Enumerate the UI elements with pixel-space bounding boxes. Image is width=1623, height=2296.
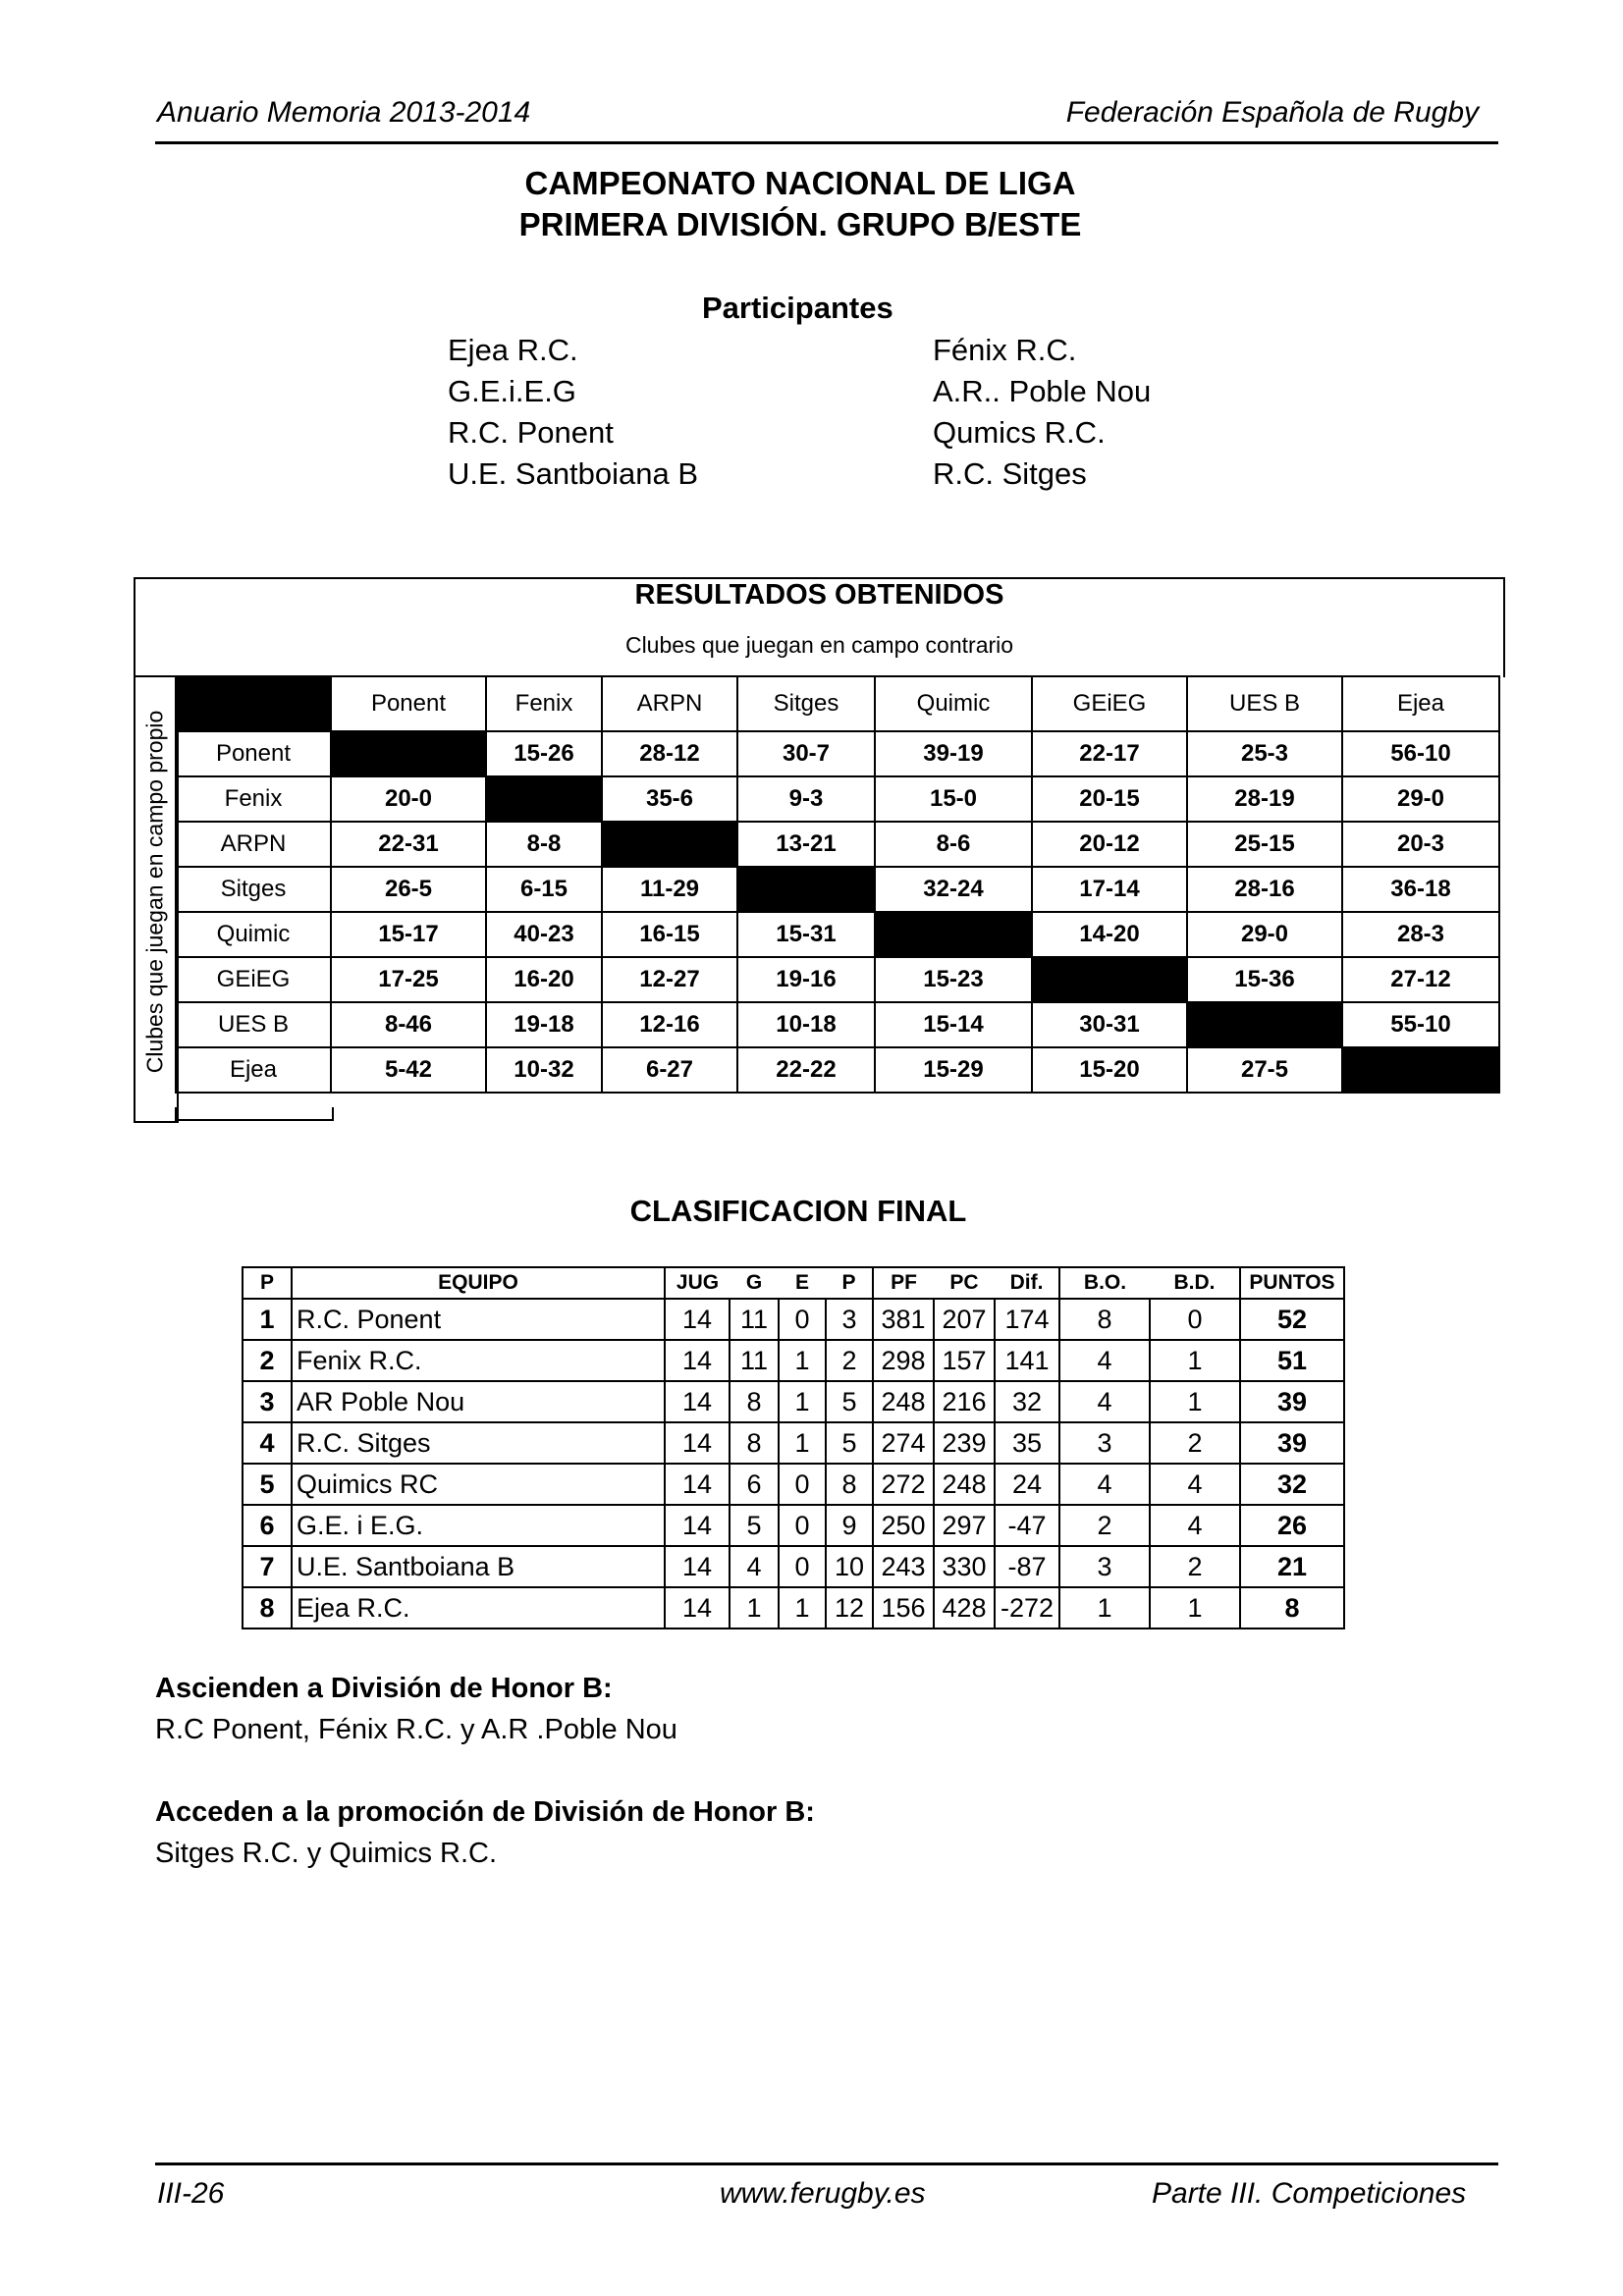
- matrix-score: 39-19: [875, 731, 1032, 776]
- matrix-diagonal-cell: [1032, 957, 1187, 1002]
- table-row: [243, 1587, 1344, 1629]
- matrix-score: 28-16: [1187, 867, 1342, 912]
- matrix-score: 15-17: [331, 912, 486, 957]
- participants-right-list: [933, 330, 1151, 495]
- matrix-score: 27-5: [1187, 1047, 1342, 1093]
- cell-points-for: 298: [873, 1340, 934, 1381]
- cell-won: 8: [730, 1422, 779, 1464]
- matrix-diagonal-cell: [737, 867, 875, 912]
- cell-played: 14: [665, 1340, 730, 1381]
- matrix-footer-cell: [175, 1107, 334, 1121]
- page-footer: [155, 2163, 1498, 2224]
- cell-points: 8: [1240, 1587, 1344, 1629]
- matrix-score: 15-26: [486, 731, 602, 776]
- cell-team: Quimics RC: [292, 1464, 665, 1505]
- matrix-score: 19-18: [486, 1002, 602, 1047]
- matrix-row: [176, 776, 1499, 822]
- matrix-score: 16-20: [486, 957, 602, 1002]
- cell-defensive-bonus: 2: [1150, 1422, 1240, 1464]
- matrix-row-header: UES B: [176, 1002, 331, 1047]
- cell-points-against: 297: [934, 1505, 995, 1546]
- col-header-team: EQUIPO: [292, 1267, 665, 1299]
- matrix-score: 17-14: [1032, 867, 1187, 912]
- cell-offensive-bonus: 1: [1059, 1587, 1150, 1629]
- matrix-row: [176, 957, 1499, 1002]
- cell-won: 11: [730, 1299, 779, 1340]
- cell-position: 6: [243, 1505, 292, 1546]
- cell-points-for: 274: [873, 1422, 934, 1464]
- cell-defensive-bonus: 2: [1150, 1546, 1240, 1587]
- cell-points-for: 243: [873, 1546, 934, 1587]
- matrix-diagonal-cell: [1187, 1002, 1342, 1047]
- cell-team: AR Poble Nou: [292, 1381, 665, 1422]
- cell-difference: 32: [995, 1381, 1059, 1422]
- page-number: III-26: [157, 2177, 225, 2210]
- footer-section: Parte III. Competiciones: [1152, 2177, 1467, 2210]
- page-title-line1: CAMPEONATO NACIONAL DE LIGA: [524, 165, 1076, 201]
- cell-played: 14: [665, 1381, 730, 1422]
- matrix-score: 16-15: [602, 912, 737, 957]
- cell-drawn: 0: [779, 1505, 826, 1546]
- classification-title: CLASIFICACION FINAL: [629, 1194, 967, 1228]
- matrix-score: 15-36: [1187, 957, 1342, 1002]
- matrix-row: [176, 731, 1499, 776]
- header-federation-name: Federación Española de Rugby: [1065, 96, 1479, 129]
- cell-played: 14: [665, 1587, 730, 1629]
- cell-won: 6: [730, 1464, 779, 1505]
- col-header-lost: P: [826, 1267, 873, 1299]
- page-header: [155, 96, 1498, 144]
- matrix-score: 56-10: [1342, 731, 1499, 776]
- cell-difference: 174: [995, 1299, 1059, 1340]
- matrix-score: 20-12: [1032, 822, 1187, 867]
- cell-points-against: 216: [934, 1381, 995, 1422]
- matrix-score: 15-23: [875, 957, 1032, 1002]
- footer-website: www.ferugby.es: [720, 2177, 926, 2210]
- cell-position: 4: [243, 1422, 292, 1464]
- matrix-score: 55-10: [1342, 1002, 1499, 1047]
- matrix-score: 10-32: [486, 1047, 602, 1093]
- matrix-score: 32-24: [875, 867, 1032, 912]
- cell-lost: 5: [826, 1422, 873, 1464]
- matrix-diagonal-cell: [486, 776, 602, 822]
- cell-difference: -47: [995, 1505, 1059, 1546]
- table-row: [243, 1381, 1344, 1422]
- matrix-score: 36-18: [1342, 867, 1499, 912]
- matrix-score: 13-21: [737, 822, 875, 867]
- cell-drawn: 0: [779, 1464, 826, 1505]
- cell-drawn: 0: [779, 1546, 826, 1587]
- participant: Ejea R.C.: [448, 333, 578, 367]
- matrix-score: 28-3: [1342, 912, 1499, 957]
- matrix-diagonal-cell: [602, 822, 737, 867]
- cell-difference: -87: [995, 1546, 1059, 1587]
- matrix-score: 14-20: [1032, 912, 1187, 957]
- col-header-offensive-bonus: B.O.: [1059, 1267, 1150, 1299]
- matrix-score: 11-29: [602, 867, 737, 912]
- cell-points: 51: [1240, 1340, 1344, 1381]
- matrix-score: 28-12: [602, 731, 737, 776]
- matrix-score: 20-15: [1032, 776, 1187, 822]
- matrix-score: 15-0: [875, 776, 1032, 822]
- matrix-diagonal-cell: [875, 912, 1032, 957]
- matrix-score: 17-25: [331, 957, 486, 1002]
- cell-points-against: 330: [934, 1546, 995, 1587]
- cell-offensive-bonus: 2: [1059, 1505, 1150, 1546]
- matrix-score: 22-17: [1032, 731, 1187, 776]
- results-header-box: [134, 577, 1505, 677]
- cell-points-against: 207: [934, 1299, 995, 1340]
- matrix-score: 15-14: [875, 1002, 1032, 1047]
- matrix-row-header: ARPN: [176, 822, 331, 867]
- classification-header-row: [243, 1267, 1344, 1299]
- matrix-score: 40-23: [486, 912, 602, 957]
- promoted-teams: R.C Ponent, Fénix R.C. y A.R .Poble Nou: [155, 1714, 677, 1745]
- participant: U.E. Santboiana B: [448, 456, 699, 491]
- matrix-score: 30-31: [1032, 1002, 1187, 1047]
- matrix-row-header: Fenix: [176, 776, 331, 822]
- matrix-score: 20-0: [331, 776, 486, 822]
- matrix-score: 12-16: [602, 1002, 737, 1047]
- cell-position: 3: [243, 1381, 292, 1422]
- results-matrix: [175, 675, 1500, 1094]
- cell-points: 21: [1240, 1546, 1344, 1587]
- cell-lost: 2: [826, 1340, 873, 1381]
- matrix-score: 15-31: [737, 912, 875, 957]
- matrix-row-header: Sitges: [176, 867, 331, 912]
- matrix-col-header: Ponent: [331, 676, 486, 731]
- matrix-score: 29-0: [1342, 776, 1499, 822]
- cell-drawn: 1: [779, 1587, 826, 1629]
- participant: Qumics R.C.: [933, 415, 1106, 450]
- matrix-score: 15-29: [875, 1047, 1032, 1093]
- matrix-row: [176, 822, 1499, 867]
- cell-drawn: 1: [779, 1340, 826, 1381]
- matrix-score: 29-0: [1187, 912, 1342, 957]
- col-header-won: G: [730, 1267, 779, 1299]
- table-row: [243, 1546, 1344, 1587]
- cell-team: G.E. i E.G.: [292, 1505, 665, 1546]
- matrix-score: 22-22: [737, 1047, 875, 1093]
- cell-lost: 9: [826, 1505, 873, 1546]
- cell-team: Ejea R.C.: [292, 1587, 665, 1629]
- cell-offensive-bonus: 4: [1059, 1464, 1150, 1505]
- cell-team: R.C. Ponent: [292, 1299, 665, 1340]
- matrix-score: 27-12: [1342, 957, 1499, 1002]
- matrix-score: 12-27: [602, 957, 737, 1002]
- matrix-score: 8-46: [331, 1002, 486, 1047]
- matrix-score: 28-19: [1187, 776, 1342, 822]
- participant: A.R.. Poble Nou: [933, 374, 1152, 408]
- matrix-score: 30-7: [737, 731, 875, 776]
- cell-played: 14: [665, 1464, 730, 1505]
- cell-defensive-bonus: 1: [1150, 1381, 1240, 1422]
- col-header-points-for: PF: [873, 1267, 934, 1299]
- cell-lost: 5: [826, 1381, 873, 1422]
- results-title: RESULTADOS OBTENIDOS: [634, 579, 1004, 611]
- promoted-section: [155, 1673, 677, 1755]
- cell-played: 14: [665, 1422, 730, 1464]
- matrix-score: 6-27: [602, 1047, 737, 1093]
- cell-points-against: 239: [934, 1422, 995, 1464]
- table-row: [243, 1464, 1344, 1505]
- matrix-col-header: Sitges: [737, 676, 875, 731]
- table-row: [243, 1422, 1344, 1464]
- cell-position: 8: [243, 1587, 292, 1629]
- cell-points: 39: [1240, 1422, 1344, 1464]
- cell-points-for: 250: [873, 1505, 934, 1546]
- cell-points: 39: [1240, 1381, 1344, 1422]
- cell-position: 7: [243, 1546, 292, 1587]
- playoff-teams: Sitges R.C. y Quimics R.C.: [155, 1838, 498, 1869]
- col-header-played: JUG: [665, 1267, 730, 1299]
- cell-points-for: 156: [873, 1587, 934, 1629]
- cell-defensive-bonus: 0: [1150, 1299, 1240, 1340]
- col-header-defensive-bonus: B.D.: [1150, 1267, 1240, 1299]
- cell-won: 1: [730, 1587, 779, 1629]
- cell-difference: -272: [995, 1587, 1059, 1629]
- matrix-row-header: Ponent: [176, 731, 331, 776]
- page-title-line2: PRIMERA DIVISIÓN. GRUPO B/ESTE: [518, 206, 1082, 242]
- cell-points-against: 157: [934, 1340, 995, 1381]
- cell-won: 5: [730, 1505, 779, 1546]
- cell-offensive-bonus: 3: [1059, 1422, 1150, 1464]
- cell-drawn: 1: [779, 1422, 826, 1464]
- matrix-col-header: Ejea: [1342, 676, 1499, 731]
- matrix-corner-cell: [176, 676, 331, 731]
- matrix-col-header: Fenix: [486, 676, 602, 731]
- col-header-points: PUNTOS: [1240, 1267, 1344, 1299]
- col-header-difference: Dif.: [995, 1267, 1059, 1299]
- playoff-section: [155, 1796, 815, 1879]
- cell-drawn: 0: [779, 1299, 826, 1340]
- cell-position: 2: [243, 1340, 292, 1381]
- promoted-heading: Ascienden a División de Honor B:: [155, 1673, 613, 1704]
- playoff-heading: Acceden a la promoción de División de Honor B:: [155, 1796, 815, 1828]
- cell-team: R.C. Sitges: [292, 1422, 665, 1464]
- cell-defensive-bonus: 4: [1150, 1464, 1240, 1505]
- matrix-row-header: Quimic: [176, 912, 331, 957]
- col-header-drawn: E: [779, 1267, 826, 1299]
- cell-defensive-bonus: 1: [1150, 1340, 1240, 1381]
- table-row: [243, 1299, 1344, 1340]
- matrix-col-header: GEiEG: [1032, 676, 1187, 731]
- matrix-col-header: Quimic: [875, 676, 1032, 731]
- participant: Fénix R.C.: [933, 333, 1077, 367]
- cell-won: 4: [730, 1546, 779, 1587]
- cell-points-for: 248: [873, 1381, 934, 1422]
- cell-offensive-bonus: 4: [1059, 1381, 1150, 1422]
- classification-table: [242, 1266, 1345, 1629]
- matrix-score: 15-20: [1032, 1047, 1187, 1093]
- cell-points-for: 272: [873, 1464, 934, 1505]
- results-side-label: Clubes que juegan en campo propio: [141, 710, 168, 1074]
- cell-won: 11: [730, 1340, 779, 1381]
- matrix-diagonal-cell: [1342, 1047, 1499, 1093]
- matrix-row: [176, 1002, 1499, 1047]
- cell-lost: 8: [826, 1464, 873, 1505]
- cell-points: 26: [1240, 1505, 1344, 1546]
- matrix-score: 8-6: [875, 822, 1032, 867]
- table-row: [243, 1505, 1344, 1546]
- matrix-score: 25-15: [1187, 822, 1342, 867]
- matrix-score: 25-3: [1187, 731, 1342, 776]
- col-header-position: P: [243, 1267, 292, 1299]
- matrix-score: 35-6: [602, 776, 737, 822]
- matrix-score: 22-31: [331, 822, 486, 867]
- matrix-score: 8-8: [486, 822, 602, 867]
- cell-played: 14: [665, 1299, 730, 1340]
- matrix-score: 20-3: [1342, 822, 1499, 867]
- matrix-score: 26-5: [331, 867, 486, 912]
- cell-offensive-bonus: 4: [1059, 1340, 1150, 1381]
- cell-difference: 24: [995, 1464, 1059, 1505]
- cell-lost: 3: [826, 1299, 873, 1340]
- matrix-col-header: ARPN: [602, 676, 737, 731]
- matrix-score: 6-15: [486, 867, 602, 912]
- cell-defensive-bonus: 4: [1150, 1505, 1240, 1546]
- cell-drawn: 1: [779, 1381, 826, 1422]
- cell-points-for: 381: [873, 1299, 934, 1340]
- cell-played: 14: [665, 1546, 730, 1587]
- cell-offensive-bonus: 8: [1059, 1299, 1150, 1340]
- cell-lost: 10: [826, 1546, 873, 1587]
- header-yearbook-title: Anuario Memoria 2013-2014: [157, 96, 531, 129]
- matrix-score: 10-18: [737, 1002, 875, 1047]
- matrix-score: 9-3: [737, 776, 875, 822]
- cell-lost: 12: [826, 1587, 873, 1629]
- matrix-row: [176, 867, 1499, 912]
- matrix-row: [176, 912, 1499, 957]
- participants-left-list: [448, 330, 698, 495]
- participant: R.C. Sitges: [933, 456, 1087, 491]
- results-subtitle: Clubes que juegan en campo contrario: [624, 632, 1014, 658]
- cell-team: Fenix R.C.: [292, 1340, 665, 1381]
- cell-defensive-bonus: 1: [1150, 1587, 1240, 1629]
- matrix-row-header: GEiEG: [176, 957, 331, 1002]
- matrix-row-header: Ejea: [176, 1047, 331, 1093]
- matrix-header-row: [176, 676, 1499, 731]
- cell-won: 8: [730, 1381, 779, 1422]
- cell-offensive-bonus: 3: [1059, 1546, 1150, 1587]
- table-row: [243, 1340, 1344, 1381]
- cell-points-against: 428: [934, 1587, 995, 1629]
- matrix-score: 5-42: [331, 1047, 486, 1093]
- cell-points: 52: [1240, 1299, 1344, 1340]
- matrix-col-header: UES B: [1187, 676, 1342, 731]
- cell-difference: 141: [995, 1340, 1059, 1381]
- matrix-row: [176, 1047, 1499, 1093]
- cell-team: U.E. Santboiana B: [292, 1546, 665, 1587]
- cell-points: 32: [1240, 1464, 1344, 1505]
- participants-heading: Participantes: [702, 291, 893, 325]
- cell-points-against: 248: [934, 1464, 995, 1505]
- cell-played: 14: [665, 1505, 730, 1546]
- cell-difference: 35: [995, 1422, 1059, 1464]
- col-header-points-against: PC: [934, 1267, 995, 1299]
- matrix-score: 19-16: [737, 957, 875, 1002]
- cell-position: 5: [243, 1464, 292, 1505]
- matrix-diagonal-cell: [331, 731, 486, 776]
- cell-position: 1: [243, 1299, 292, 1340]
- participant: R.C. Ponent: [448, 415, 614, 450]
- results-side-box: [134, 675, 179, 1123]
- participant: G.E.i.E.G: [448, 374, 576, 408]
